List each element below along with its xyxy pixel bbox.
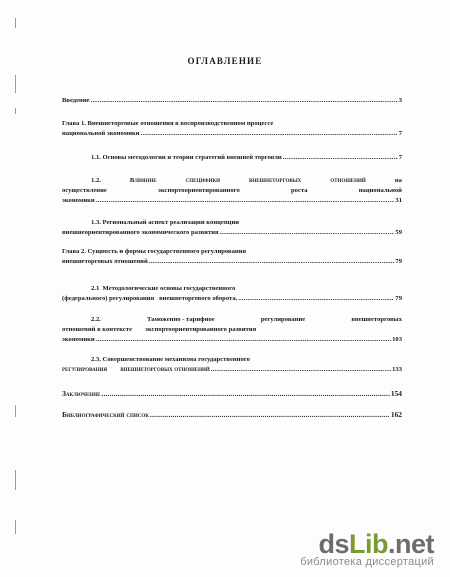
dslib-watermark	[300, 530, 434, 568]
toc-page-number: 31	[395, 197, 402, 204]
toc-entry-label-line2: отношений в контексте экспортоориентированного развития	[62, 326, 257, 333]
toc-page-number: 3	[398, 97, 402, 104]
toc-word: на	[394, 177, 402, 184]
scan-artifact	[15, 520, 16, 534]
toc-entry-label-line1: 2.1 Методологические основы государственного	[91, 285, 236, 292]
toc-word: экспортоориентированного	[158, 187, 240, 194]
toc-entry-section-1-2[interactable]	[62, 176, 402, 206]
toc-word: Таможенно - тарифное	[146, 316, 215, 323]
toc-entry-label-line1: Глава 2. Сущность и формы государственного регулирования	[62, 248, 247, 255]
toc-word: регулирование	[260, 316, 306, 323]
dot-leader	[220, 228, 395, 238]
toc-entry-label-line1: 2.3. Совершенствование механизма государственного	[91, 356, 250, 363]
toc-page-number: 154	[390, 389, 402, 398]
toc-entry-conclusion[interactable]	[62, 389, 402, 399]
toc-entry-chapter-2[interactable]	[62, 247, 402, 267]
logo-part: Lib	[348, 529, 388, 559]
toc-word: внешнеторговых	[249, 177, 302, 184]
dot-leader	[96, 335, 391, 345]
toc-page-number: 103	[392, 336, 402, 343]
toc-page-number: 133	[392, 366, 402, 373]
toc-word: 2.2.	[91, 316, 101, 323]
toc-word: роста	[291, 187, 308, 194]
logo-part: .net	[387, 529, 434, 559]
toc-entry-section-2-2[interactable]	[62, 315, 402, 345]
toc-entry-label: Библиографический список	[62, 410, 149, 419]
toc-page-number: 79	[395, 258, 402, 265]
toc-entry-label: 1.1. Основы методологии и теории стратегий внешней торговли	[91, 154, 282, 161]
toc-entry-label-line2: внешнеориентированного экономического развития	[62, 229, 219, 236]
toc-entry-section-1-1[interactable]	[91, 153, 402, 163]
toc-entry-label: Введение	[62, 97, 90, 104]
toc-word: специфики	[185, 177, 220, 184]
scan-artifact	[15, 18, 16, 28]
toc-entry-section-1-3[interactable]	[62, 218, 402, 238]
toc-word: национальной	[358, 187, 402, 194]
logo-part: ds	[318, 529, 349, 559]
toc-page-number: 79	[395, 295, 402, 302]
toc-entry-section-2-1[interactable]	[62, 284, 402, 304]
toc-page-number: 7	[398, 130, 402, 137]
toc-entry-chapter-1[interactable]	[62, 119, 402, 139]
dslib-logo	[300, 530, 434, 558]
scan-artifact	[15, 470, 16, 490]
toc-entry-label-line2: внешнеторговых отношений	[62, 258, 148, 265]
toc-page-number: 162	[390, 410, 402, 419]
scan-artifact	[15, 75, 16, 93]
dot-leader	[238, 294, 394, 304]
toc-entry-section-2-3[interactable]	[62, 355, 402, 375]
toc-entry-label: Заключение	[62, 389, 101, 398]
toc-word: отношений	[330, 177, 366, 184]
toc-entry-label-line3: экономики	[62, 197, 95, 204]
scan-artifact	[15, 108, 16, 114]
toc-entry-label-line2: регулирования внешнеторговых отношений	[62, 366, 210, 373]
dot-leader	[149, 257, 395, 267]
toc-page-number: 59	[395, 229, 402, 236]
toc-page-number: 7	[398, 154, 402, 161]
toc-entry-intro[interactable]	[62, 96, 402, 106]
dot-leader	[96, 196, 395, 206]
toc-word: внешнеторговых	[351, 316, 402, 323]
dot-leader	[211, 365, 391, 375]
toc-entry-label-line1: 1.3. Региональный аспект реализации концепции	[91, 219, 240, 226]
toc-entry-bibliography[interactable]	[62, 410, 402, 420]
toc-word: Влияние	[129, 177, 157, 184]
toc-word: осуществление	[62, 187, 107, 194]
dot-leader	[283, 153, 398, 163]
toc-entry-label-line2: национальной экономики	[62, 130, 140, 137]
dot-leader	[101, 389, 389, 399]
toc-title: ОГЛАВЛЕНИЕ	[187, 56, 263, 66]
toc-entry-label-line1: Глава 1. Внешнеторговые отношения в воспроизводственном процессе	[62, 120, 274, 127]
toc-entry-label-line2: (федерального) регулирования внешнеторгового оборота.	[62, 295, 238, 302]
dot-leader	[91, 96, 398, 106]
dot-leader	[150, 410, 390, 420]
scan-artifact	[15, 405, 16, 417]
toc-entry-label-line3: экономики	[62, 336, 95, 343]
dot-leader	[141, 129, 398, 139]
toc-word: 1.2.	[91, 177, 101, 184]
watermark-subtitle: библиотека диссертаций	[300, 556, 434, 568]
